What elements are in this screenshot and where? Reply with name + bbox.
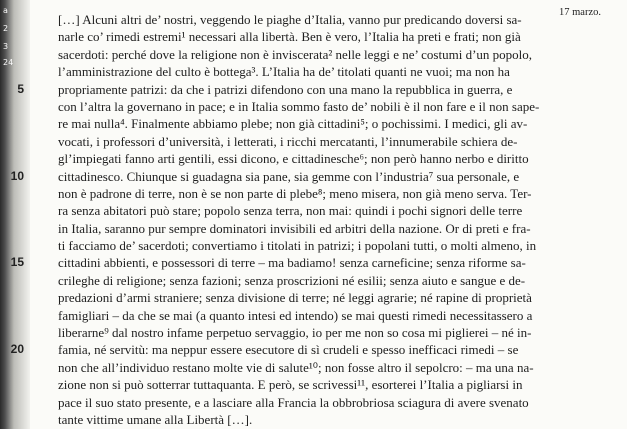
line-text: non è padrone di terre, non è se non parte di plebe⁸; meno misera, non già meno serva. Ter- bbox=[58, 185, 532, 201]
line-text: gl’impiegati fanno arti gentili, essi dicono, e cittadinesche⁶; non però hanno nerbo e diritto bbox=[58, 151, 529, 167]
text-line bbox=[58, 11, 606, 28]
text-line bbox=[58, 272, 606, 289]
line-number: 15 bbox=[10, 255, 24, 270]
line-text: propriamente patrizi: da che i patrizi difendono con una mano la repubblica in guerra, e bbox=[58, 81, 513, 97]
text-line bbox=[58, 359, 606, 376]
text-line bbox=[58, 63, 606, 80]
text-line bbox=[17, 81, 606, 98]
text-line bbox=[58, 185, 606, 202]
text-line bbox=[10, 341, 606, 358]
line-text: predazioni d’armi straniere; senza divisione di terre; né leggi agrarie; né rapine di proprietà bbox=[58, 290, 532, 306]
gutter-mark: 24 bbox=[3, 58, 14, 67]
line-text: vocati, i professori d’università, i letterati, i ricchi mercatanti, l’innumerabile schiera de- bbox=[58, 133, 518, 149]
line-text: re mai nulla⁴. Finalmente abbiamo plebe; non già cittadini⁵; o pochissimi. I medici, gli av- bbox=[58, 116, 528, 132]
text-line bbox=[58, 394, 606, 411]
text-body bbox=[10, 11, 606, 428]
text-line bbox=[58, 46, 606, 63]
line-text: narle co’ rimedi estremi¹ necessari alla libertà. Ben è vero, l’Italia ha preti e frati; non già bbox=[58, 29, 521, 45]
text-line bbox=[10, 168, 606, 185]
line-text: cittadinesco. Chiunque si guadagna sia pane, sia gemme con l’industria⁷ sua personale, e bbox=[58, 168, 520, 184]
line-text: famia, né servitù: ma neppur essere esecutore di sì crudeli e spesso inefficaci rimedi – se bbox=[58, 342, 519, 358]
date-heading: 17 marzo. bbox=[559, 7, 601, 18]
text-line bbox=[58, 324, 606, 341]
line-text: tante vittime umane alla Libertà […]. bbox=[58, 411, 253, 427]
text-line bbox=[58, 289, 606, 306]
line-number: 20 bbox=[10, 342, 24, 357]
line-text: ra senza abitatori può stare; popolo senza terra, non mai: quindi i pochi signori delle terre bbox=[58, 203, 523, 219]
line-text: famigliari – da che se mai (a quanto intesi ed intendo) se mai questi rimedi necessitassero a bbox=[58, 307, 533, 323]
line-text: sacerdoti: perché dove la religione non è inviscerata² nelle leggi e ne’ costumi d’un popolo, bbox=[58, 46, 533, 62]
text-line bbox=[58, 98, 606, 115]
text-line bbox=[58, 376, 606, 393]
text-line bbox=[10, 254, 606, 271]
line-text: in Italia, saranno pur sempre dominatori invisibili ed arbitri della nazione. Or di preti e fra- bbox=[58, 220, 531, 236]
line-text: cittadini abbienti, e possessori di terre – ma badiamo! senza carneficine; senza riforme sa- bbox=[58, 255, 526, 271]
text-line bbox=[58, 237, 606, 254]
line-text: […] Alcuni altri de’ nostri, veggendo le piaghe d’Italia, vanno pur predicando doversi sa- bbox=[58, 12, 522, 27]
gutter-mark: 2 bbox=[3, 24, 9, 33]
line-text: ti facciamo de’ sacerdoti; convertiamo i titolati in patrizi; i popolani tutti, o molti almeno, in bbox=[58, 238, 537, 254]
line-number: 5 bbox=[17, 81, 24, 96]
line-text: crileghe di religione; senza fazioni; senza proscrizioni né esilii; senza aiuto e sangue e de- bbox=[58, 272, 526, 288]
gutter-mark: a bbox=[3, 6, 8, 15]
line-number: 10 bbox=[10, 168, 24, 183]
text-line bbox=[58, 115, 606, 132]
text-line bbox=[58, 150, 606, 167]
line-text: liberarne⁹ dal nostro infame perpetuo servaggio, io per me non so cosa mi piglierei – né in- bbox=[58, 325, 532, 341]
text-line bbox=[58, 28, 606, 45]
line-text: con l’altra la governano in pace; e in Italia sommo fasto de’ nobili è il non fare e il non sape- bbox=[58, 98, 540, 114]
text-line bbox=[58, 220, 606, 237]
gutter-mark: 3 bbox=[3, 42, 9, 51]
line-text: non che all’individuo restano molte vie di salute¹⁰; non fosse altro il sepolcro: – ma una na- bbox=[58, 359, 534, 375]
text-line bbox=[58, 133, 606, 150]
text-line bbox=[58, 411, 606, 428]
line-text: zione non si può sotterrar tuttaquanta. E però, se scrivessi¹¹, esorterei l’Italia a pigliarsi in bbox=[58, 377, 523, 393]
line-text: l’amministrazione del culto è bottega³. L’Italia ha de’ titolati quanti ne vuoi; ma non ha bbox=[58, 64, 510, 80]
page-gutter-shadow bbox=[0, 0, 30, 429]
text-line bbox=[58, 307, 606, 324]
text-line bbox=[58, 202, 606, 219]
line-text: pace il suo stato presente, e a lasciare alla Francia la obbrobriosa sciagura di avere svenato bbox=[58, 394, 529, 410]
